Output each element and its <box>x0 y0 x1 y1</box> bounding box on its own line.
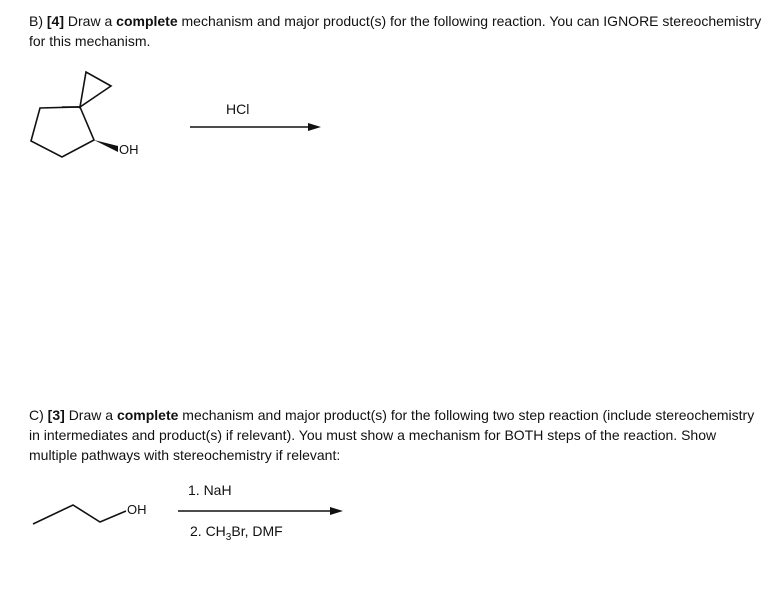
question-c-text <box>29 405 764 465</box>
question-b-emphasis: complete <box>116 13 178 29</box>
cyclopentane-ring <box>31 107 94 157</box>
question-c-oh-label: OH <box>127 502 147 517</box>
question-c-step1: 1. NaH <box>188 482 232 498</box>
question-c-step2-subscript: 3 <box>225 531 232 543</box>
wedge-bond <box>94 140 118 152</box>
question-b-oh-label: OH <box>119 142 139 157</box>
question-c-pre: Draw a <box>68 407 114 423</box>
question-b-body: mechanism and major product(s) for the following reaction. You can IGNORE stereochemistry for this mechanism. <box>29 13 762 49</box>
question-c-emphasis: complete <box>116 407 179 423</box>
question-b-pre: Draw a <box>67 13 113 29</box>
question-c-label: C) <box>29 407 44 423</box>
question-c-step2 <box>190 523 283 546</box>
propyl-chain <box>33 505 126 524</box>
question-c-step2-prefix: 2. CH <box>190 523 226 539</box>
question-c-step2-suffix: Br, DMF <box>231 523 283 539</box>
question-b-points: [4] <box>46 13 65 29</box>
reaction-c-arrowhead <box>330 507 343 515</box>
question-b-label: B) <box>29 13 43 29</box>
question-b-reagent: HCl <box>226 101 250 117</box>
reaction-b-arrowhead <box>308 123 321 131</box>
question-c-body: mechanism and major product(s) for the following two step reaction (include stereochemistry in intermediates and product(s) if relevant). You must show a mechanism for BOTH steps of the reaction. Show multiple pathways with stereochemistry if relevant: <box>29 407 755 463</box>
question-c-points: [3] <box>47 407 65 423</box>
cyclopropane-ring <box>80 72 111 107</box>
